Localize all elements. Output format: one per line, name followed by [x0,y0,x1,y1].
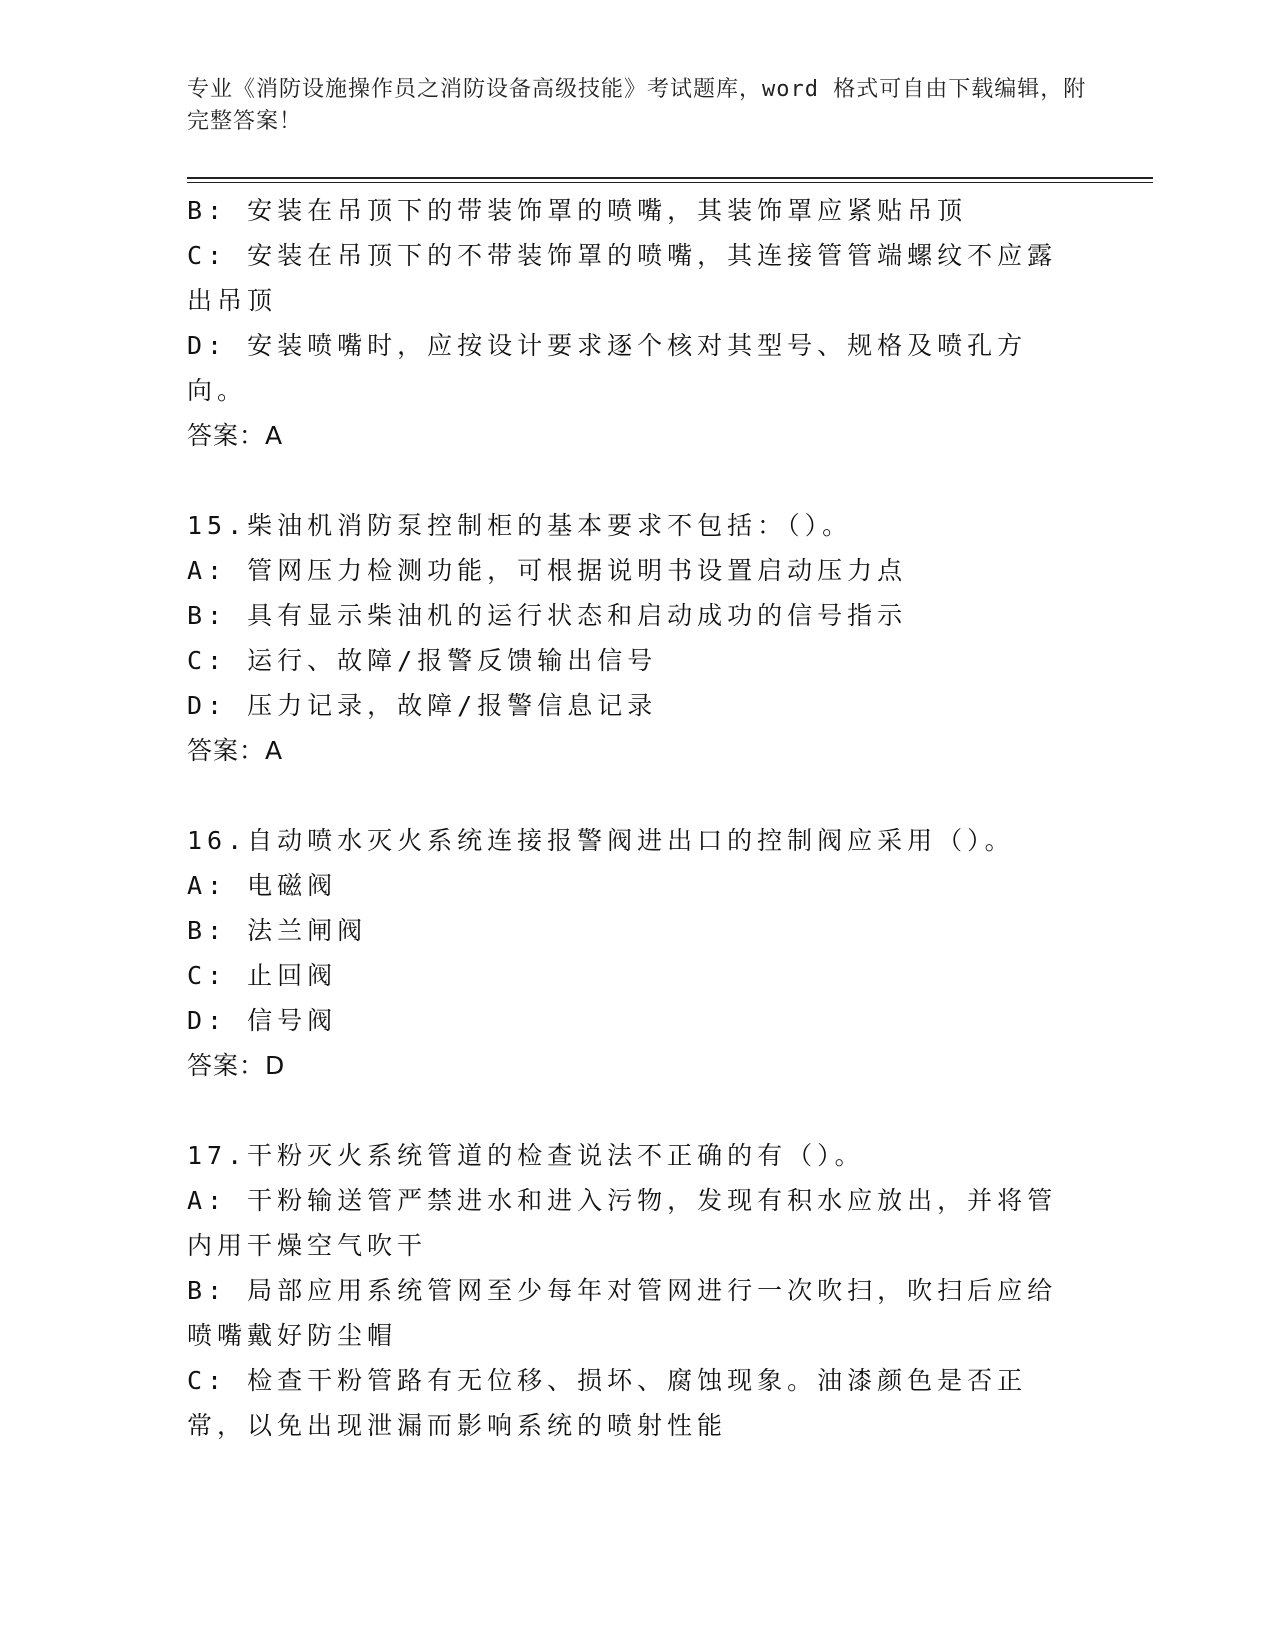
option-c: C: 止回阀 [187,961,338,990]
header-divider-thin [187,182,1153,183]
option-c: C: 运行、故障/报警反馈输出信号 [187,646,658,675]
question-content [187,188,1067,1448]
question-17 [187,1133,1067,1448]
question-text: 16.自动喷水灭火系统连接报警阀进出口的控制阀应采用（）。 [187,826,1015,855]
question-15 [187,503,1067,773]
option-c: C: 安装在吊顶下的不带装饰罩的喷嘴，其连接管管端螺纹不应露出吊顶 [187,241,1058,315]
option-b: B: 法兰闸阀 [187,916,368,945]
option-d: D: 信号阀 [187,1006,338,1035]
question-text: 17.干粉灭火系统管道的检查说法不正确的有（）。 [187,1141,865,1170]
header-divider-thick [187,177,1153,179]
option-d: D: 安装喷嘴时，应按设计要求逐个核对其型号、规格及喷孔方向。 [187,331,1028,405]
option-a: A: 电磁阀 [187,871,338,900]
option-b: B: 安装在吊顶下的带装饰罩的喷嘴，其装饰罩应紧贴吊顶 [187,196,968,225]
option-d: D: 压力记录，故障/报警信息记录 [187,691,658,720]
question-16 [187,818,1067,1088]
option-a: A: 干粉输送管严禁进水和进入污物，发现有积水应放出，并将管内用干燥空气吹干 [187,1186,1058,1260]
question-14-continued [187,188,1067,458]
option-a: A: 管网压力检测功能，可根据说明书设置启动压力点 [187,556,908,585]
document-header: 专业《消防设施操作员之消防设备高级技能》考试题库，word 格式可自由下载编辑，附完整答案！ [187,77,1087,134]
option-c: C: 检查干粉管路有无位移、损坏、腐蚀现象。油漆颜色是否正常，以免出现泄漏而影响系统的喷射性能 [187,1366,1028,1440]
question-text: 15.柴油机消防泵控制柜的基本要求不包括：（）。 [187,511,853,540]
option-b: B: 局部应用系统管网至少每年对管网进行一次吹扫，吹扫后应给喷嘴戴好防尘帽 [187,1276,1058,1350]
answer: 答案：A [187,421,284,450]
answer: 答案：D [187,1051,286,1080]
answer: 答案：A [187,736,284,765]
option-b: B: 具有显示柴油机的运行状态和启动成功的信号指示 [187,601,908,630]
